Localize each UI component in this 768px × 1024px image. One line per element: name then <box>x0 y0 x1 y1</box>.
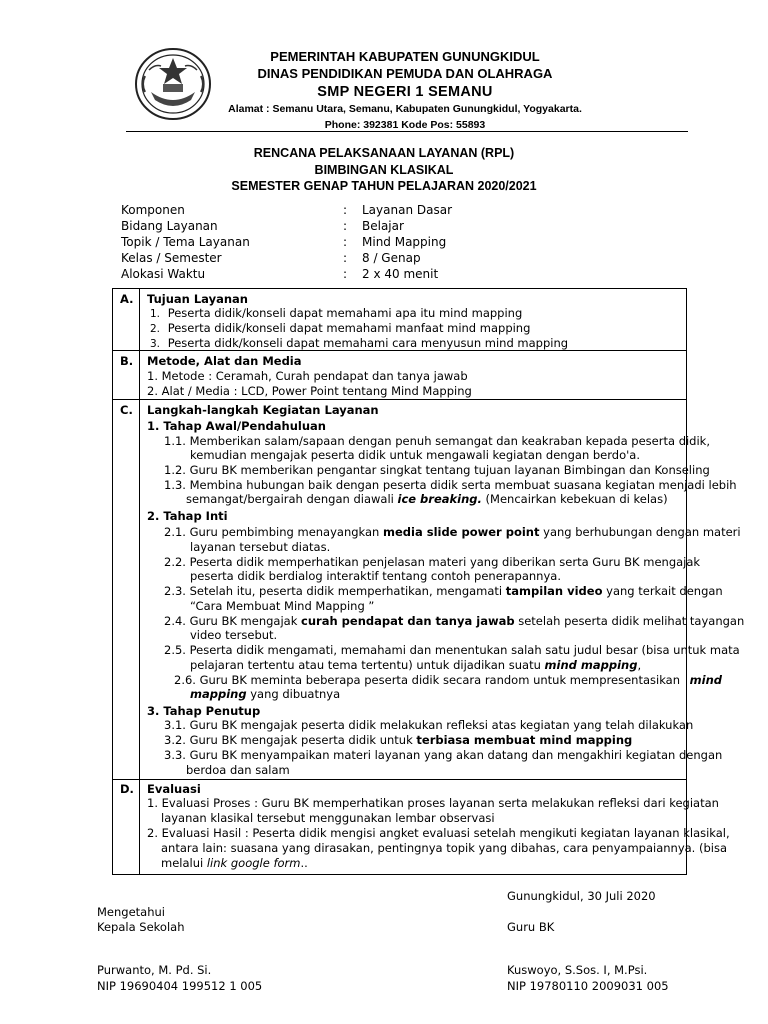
step-text: 2.2. Peserta didik memperhatikan penjelasan materi yang diberikan serta Guru BK mengajak <box>164 555 701 569</box>
evaluation-text: melalui link google form.. <box>161 856 308 870</box>
info-key: Bidang Layanan <box>121 219 218 233</box>
step-text: video tersebut. <box>190 628 278 642</box>
info-value: Layanan Dasar <box>362 203 453 217</box>
letterhead-government: PEMERINTAH KABUPATEN GUNUNGKIDUL <box>270 49 540 64</box>
evaluation-text: 2. Evaluasi Hasil : Peserta didik mengisi angket evaluasi setelah mengikuti kegiatan layanan klasikal, <box>147 826 730 840</box>
section-d-letter: D. <box>120 782 134 796</box>
letterhead-divider <box>126 131 688 132</box>
list-item: 2. Alat / Media : LCD, Power Point tentang Mind Mapping <box>147 384 472 398</box>
info-key: Topik / Tema Layanan <box>121 235 250 249</box>
info-value: Belajar <box>362 219 404 233</box>
step-text: 2.5. Peserta didik mengamati, memahami dan menentukan salah satu judul besar (bisa untuk mata <box>164 643 740 657</box>
info-sep: : <box>343 235 348 249</box>
step-text: 3.1. Guru BK mengajak peserta didik melakukan refleksi atas kegiatan yang telah dilakukan <box>164 718 694 732</box>
table-row-divider <box>112 399 687 400</box>
info-value: 8 / Genap <box>362 251 421 265</box>
step-text: 1.1. Memberikan salam/sapaan dengan penuh semangat dan keakraban kepada peserta didik, <box>164 434 710 448</box>
left-signatory-title: Kepala Sekolah <box>97 920 185 934</box>
table-row-divider <box>112 350 687 351</box>
info-key: Alokasi Waktu <box>121 267 206 281</box>
info-row <box>121 266 452 282</box>
info-row <box>121 202 452 218</box>
info-row <box>121 234 452 250</box>
section-a-letter: A. <box>120 292 134 306</box>
step-text: semangat/bergairah dengan diawali ice breaking. (Mencairkan kebekuan di kelas) <box>186 492 668 506</box>
section-d-heading: Evaluasi <box>147 782 201 796</box>
info-row <box>121 218 452 234</box>
list-item: 2. Peserta didik/konseli dapat memahami manfaat mind mapping <box>150 321 531 335</box>
document-title: RENCANA PELAKSANAAN LAYANAN (RPL) <box>253 146 515 160</box>
evaluation-text: antara lain: suasana yang dirasakan, pentingnya topik yang dibahas, cara penyampaiannya. (bisa <box>161 841 727 855</box>
left-signatory-label: Mengetahui <box>97 905 165 919</box>
info-list <box>121 202 452 282</box>
letterhead-address: Alamat : Semanu Utara, Semanu, Kabupaten Gunungkidul, Yogyakarta. <box>228 103 582 115</box>
left-signatory-nip: NIP 19690404 199512 1 005 <box>97 979 263 993</box>
left-signatory-name: Purwanto, M. Pd. Si. <box>97 963 212 977</box>
document-semester: SEMESTER GENAP TAHUN PELAJARAN 2020/2021 <box>231 179 537 193</box>
stage-heading: 3. Tahap Penutup <box>147 704 261 718</box>
document-subtitle: BIMBINGAN KLASIKAL <box>314 163 454 177</box>
step-text: pelajaran tertentu atau tema tertentu) untuk dijadikan suatu mind mapping, <box>190 658 642 672</box>
table-column-divider <box>139 288 140 875</box>
info-value: Mind Mapping <box>362 235 447 249</box>
step-text: peserta didik berdialog interaktif tentang contoh penerapannya. <box>190 569 561 583</box>
step-text: 2.4. Guru BK mengajak curah pendapat dan tanya jawab setelah peserta didik melihat tayangan <box>164 614 745 628</box>
table-row-divider <box>112 779 687 780</box>
info-sep: : <box>343 267 348 281</box>
info-value: 2 x 40 menit <box>362 267 439 281</box>
step-text: kemudian mengajak peserta didik untuk mengawali kegiatan dengan berdo'a. <box>190 448 640 462</box>
step-text: 1.2. Guru BK memberikan pengantar singkat tentang tujuan layanan Bimbingan dan Konseling <box>164 463 710 477</box>
step-text: berdoa dan salam <box>186 763 290 777</box>
info-row <box>121 250 452 266</box>
right-signatory-nip: NIP 19780110 2009031 005 <box>507 979 669 993</box>
info-key: Kelas / Semester <box>121 251 222 265</box>
step-text: 2.3. Setelah itu, peserta didik memperhatikan, mengamati tampilan video yang terkait dengan <box>164 584 723 598</box>
info-sep: : <box>343 219 348 233</box>
list-item: 3. Peserta didk/konseli dapat memahami cara menyusun mind mapping <box>150 336 569 350</box>
section-c-heading: Langkah-langkah Kegiatan Layanan <box>147 403 379 417</box>
step-text: 3.2. Guru BK mengajak peserta didik untuk terbiasa membuat mind mapping <box>164 733 633 747</box>
step-text: 3.3. Guru BK menyampaikan materi layanan yang akan datang dan mengakhiri kegiatan dengan <box>164 748 723 762</box>
place-date: Gunungkidul, 30 Juli 2020 <box>507 889 656 903</box>
evaluation-text: 1. Evaluasi Proses : Guru BK memperhatikan proses layanan serta melakukan refleksi dari kegiatan <box>147 796 719 810</box>
info-sep: : <box>343 203 348 217</box>
letterhead-department: DINAS PENDIDIKAN PEMUDA DAN OLAHRAGA <box>257 66 553 81</box>
section-b-heading: Metode, Alat dan Media <box>147 354 302 368</box>
right-signatory-title: Guru BK <box>507 920 555 934</box>
evaluation-text: layanan klasikal tersebut menggunakan lembar observasi <box>161 811 495 825</box>
right-signatory-name: Kuswoyo, S.Sos. I, M.Psi. <box>507 963 648 977</box>
step-text: 2.1. Guru pembimbing menayangkan media slide power point yang berhubungan dengan materi <box>164 525 741 539</box>
step-text: layanan tersebut diatas. <box>190 540 331 554</box>
step-text: 2.6. Guru BK meminta beberapa peserta didik secara random untuk mempresentasikan mind <box>174 673 722 687</box>
list-item: 1. Metode : Ceramah, Curah pendapat dan tanya jawab <box>147 369 468 383</box>
letterhead-phone: Phone: 392381 Kode Pos: 55893 <box>324 119 486 131</box>
list-item: 1. Peserta didik/konseli dapat memahami apa itu mind mapping <box>150 306 523 320</box>
info-key: Komponen <box>121 203 185 217</box>
info-sep: : <box>343 251 348 265</box>
section-a-heading: Tujuan Layanan <box>147 292 248 306</box>
step-text: mapping yang dibuatnya <box>190 687 341 701</box>
step-text: “Cara Membuat Mind Mapping ” <box>190 599 375 613</box>
section-b-letter: B. <box>120 354 134 368</box>
letterhead-school: SMP NEGERI 1 SEMANU <box>317 84 493 100</box>
stage-heading: 2. Tahap Inti <box>147 509 228 523</box>
stage-heading: 1. Tahap Awal/Pendahuluan <box>147 419 326 433</box>
section-c-letter: C. <box>120 403 133 417</box>
step-text: 1.3. Membina hubungan baik dengan peserta didik serta membuat suasana kegiatan menjadi lebih <box>164 478 737 492</box>
